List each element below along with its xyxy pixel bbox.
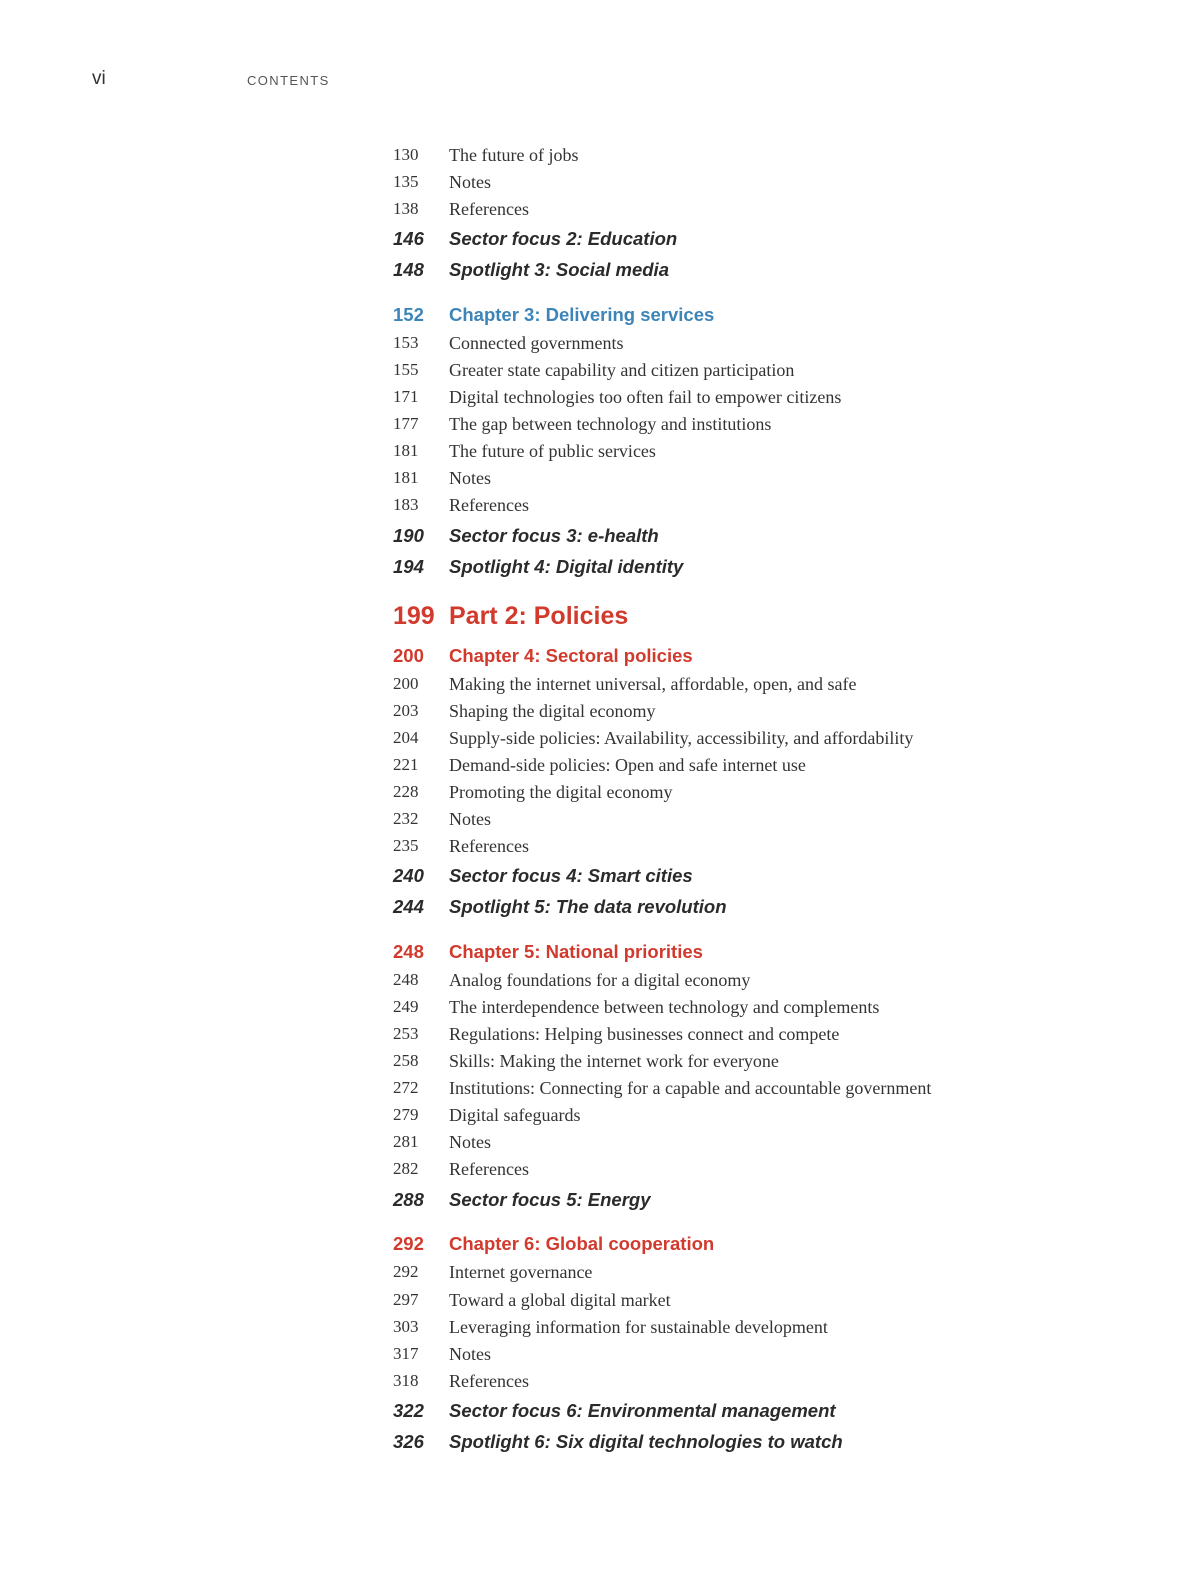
toc-page-number: 171 [393,387,419,406]
toc-page-number: 228 [393,782,419,801]
toc-title: Internet governance [449,1262,593,1282]
toc-page-number: 244 [393,896,424,917]
toc-page-number: 135 [393,172,419,191]
toc-page-number: 199 [393,602,435,630]
running-head: CONTENTS [247,73,330,88]
toc-page-number: 152 [393,304,424,325]
toc-title: Greater state capability and citizen participation [449,360,795,380]
toc-page-number: 279 [393,1105,419,1124]
toc-title: Sector focus 3: e-health [449,525,659,546]
toc-page-number: 232 [393,809,419,828]
toc-page-number: 272 [393,1078,419,1097]
toc-title: Digital technologies too often fail to empower citizens [449,387,842,407]
toc-title: Spotlight 4: Digital identity [449,556,684,577]
toc-page-number: 221 [393,755,419,774]
toc-page-number: 326 [393,1431,424,1452]
toc-title: Sector focus 2: Education [449,228,678,249]
toc-page-number: 258 [393,1051,419,1070]
toc-title: References [449,1159,529,1179]
toc-title: Leveraging information for sustainable development [449,1317,828,1337]
toc-title: Chapter 5: National priorities [449,941,703,962]
toc-title: Spotlight 6: Six digital technologies to watch [449,1431,843,1452]
toc-title: The future of jobs [449,145,579,165]
page-number: vi [92,68,106,89]
toc-title: Sector focus 6: Environmental management [449,1400,836,1421]
toc-title: Sector focus 5: Energy [449,1189,651,1210]
toc-title: Digital safeguards [449,1105,581,1125]
toc-page-number: 282 [393,1159,419,1178]
toc-page-number: 194 [393,556,424,577]
toc-title: Demand-side policies: Open and safe internet use [449,755,806,775]
toc-page-number: 183 [393,495,419,514]
toc-page-number: 281 [393,1132,419,1151]
toc-title: Connected governments [449,333,624,353]
toc-title: Chapter 3: Delivering services [449,304,715,325]
toc-title: The future of public services [449,441,656,461]
toc-title: Notes [449,468,491,488]
toc-title: The interdependence between technology and complements [449,997,880,1017]
toc-title: Regulations: Helping businesses connect and compete [449,1024,840,1044]
toc-title: References [449,836,529,856]
toc-title: Shaping the digital economy [449,701,656,721]
toc-title: Notes [449,172,491,192]
toc-page-number: 204 [393,728,419,747]
toc-page-number: 146 [393,228,424,249]
toc-title: Skills: Making the internet work for everyone [449,1051,779,1071]
toc-page-number: 153 [393,333,419,352]
toc-title: References [449,495,529,515]
toc-title: References [449,1371,529,1391]
toc-page-number: 235 [393,836,419,855]
toc-title: Analog foundations for a digital economy [449,970,751,990]
toc-title: Spotlight 5: The data revolution [449,896,727,917]
toc-title: Promoting the digital economy [449,782,673,802]
toc-title: Institutions: Connecting for a capable and accountable government [449,1078,932,1098]
toc-page-number: 138 [393,199,419,218]
toc-page-number: 130 [393,145,419,164]
toc-title: Notes [449,1132,491,1152]
toc-page-number: 249 [393,997,419,1016]
toc-page-number: 317 [393,1344,419,1363]
toc-title: Toward a global digital market [449,1290,671,1310]
toc-page-number: 292 [393,1262,419,1281]
toc-page-number: 303 [393,1317,419,1336]
toc-title: Chapter 4: Sectoral policies [449,645,693,666]
toc-page-number: 148 [393,259,424,280]
toc-title: References [449,199,529,219]
toc-page-number: 248 [393,941,424,962]
toc-title: Notes [449,809,491,829]
toc-page-number: 181 [393,441,419,460]
toc-page-number: 200 [393,674,419,693]
toc-title: Sector focus 4: Smart cities [449,865,693,886]
toc-page-number: 292 [393,1233,424,1254]
toc-title: Chapter 6: Global cooperation [449,1233,715,1254]
toc-page-number: 322 [393,1400,424,1421]
toc-page-number: 177 [393,414,419,433]
toc-page-number: 181 [393,468,419,487]
toc-title: Making the internet universal, affordable, open, and safe [449,674,857,694]
toc-page-number: 288 [393,1189,424,1210]
toc-title: Spotlight 3: Social media [449,259,669,280]
toc-page-number: 297 [393,1290,419,1309]
toc-title: Supply-side policies: Availability, accessibility, and affordability [449,728,914,748]
toc-page-number: 190 [393,525,424,546]
toc-page-number: 318 [393,1371,419,1390]
toc-title: The gap between technology and institutions [449,414,772,434]
toc-page-number: 155 [393,360,419,379]
toc-page-number: 253 [393,1024,419,1043]
toc-page-number: 248 [393,970,419,989]
toc-title: Part 2: Policies [449,602,629,630]
toc-title: Notes [449,1344,491,1364]
toc-page-number: 203 [393,701,419,720]
toc-page-number: 200 [393,645,424,666]
toc-page-number: 240 [393,865,424,886]
